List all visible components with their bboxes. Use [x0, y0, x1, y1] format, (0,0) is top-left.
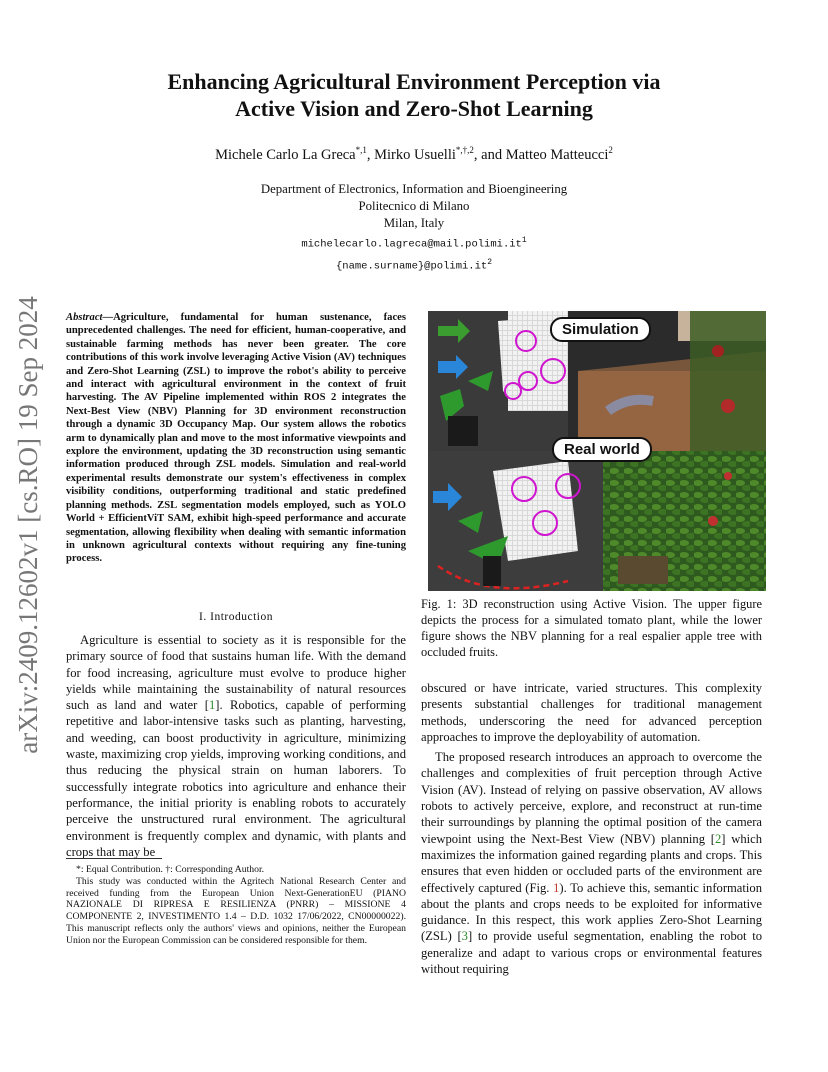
- real-world-label: Real world: [552, 437, 652, 462]
- author-list: [0, 145, 828, 164]
- abstract: [66, 311, 406, 566]
- email-line-1: [0, 232, 828, 254]
- figure-1: [428, 311, 766, 591]
- footnotes: [66, 864, 406, 947]
- intro-paragraph: [66, 632, 406, 860]
- body-text: ). To achieve this, semantic information about the plants and crops needs to be exploited for informative guidance. In this respect, this work applies Zero-Shot Learning (ZSL) [: [421, 880, 762, 944]
- author-sup: *,1: [355, 145, 367, 155]
- figure-link[interactable]: 1: [553, 880, 560, 895]
- affiliation-city: Milan, Italy: [383, 216, 445, 230]
- abstract-label: Abstract: [66, 312, 103, 323]
- intro-text: Agriculture is essential to society as it is responsible for the primary source of food that sustains human life. With the demand for food increasing, agriculture must evolve to produce higher yields while maintaining the sustainability of natural resources such as land and water [: [66, 633, 406, 713]
- citation-link[interactable]: 2: [714, 831, 722, 846]
- figure-1-caption: Fig. 1: 3D reconstruction using Active Vision. The upper figure depicts the process for a simulated tomato plant, while the lower figure shows the NBV planning for a real espalier apple tree with occluded fruits.: [421, 597, 762, 659]
- title-line-1: Enhancing Agricultural Environment Perception via: [167, 69, 661, 94]
- body-text: The proposed research introduces an approach to overcome the challenges and complexities of fruit perception through Active Vision (AV). Instead of relying on passive observation, AV allows robots to actively perceive, explore, and reconstruct at run-time their surroundings by planning the optimal position of the camera viewpoint using the Next-Best View (NBV) planning [: [421, 750, 762, 846]
- author-sup: 2: [608, 145, 613, 155]
- email-2-sup: 2: [487, 257, 493, 267]
- right-column-body: [421, 680, 762, 977]
- footnote-rule: [66, 858, 162, 859]
- footnote-funding: This study was conducted within the Agritech National Research Center and received funding from the European Union Next-GenerationEU (PIANO NAZIONALE DI RIPRESA E RESILIENZA (PNRR) – MISSIONE 4 COMPONENTE 2, INVESTIMENTO 1.4 – D.D. 1032 17/06/2022, CN00000022). This manuscript reflects only the authors' views and opinions, neither the European Union nor the European Commission can be considered responsible for them.: [66, 875, 406, 946]
- email-line-2: [0, 254, 828, 276]
- affiliation-university: Politecnico di Milano: [358, 199, 470, 213]
- body-text: ] to provide useful segmentation, enabling the robot to generalize and adapt to various crops or environmental features without requiring: [421, 929, 763, 977]
- simulation-label: Simulation: [550, 317, 651, 342]
- author-name: Matteo Matteucci: [505, 146, 609, 163]
- author-separator: ,: [366, 146, 375, 163]
- email-2[interactable]: {name.surname}@polimi.it: [335, 260, 488, 272]
- author-sup: *,†,2: [455, 145, 474, 155]
- citation-link[interactable]: 1: [208, 698, 216, 713]
- email-1-sup: 1: [521, 236, 527, 245]
- author-name: Mirko Usuelli: [374, 146, 456, 163]
- email-1[interactable]: michelecarlo.lagreca@mail.polimi.it: [301, 238, 522, 251]
- right-paragraph-2: [421, 749, 762, 977]
- abstract-text: —Agriculture, fundamental for human sustenance, faces unprecedented challenges. The need for efficient, human-cooperative, and sustainable farming methods has never been greater. The core contributions of this work involve leveraging Active Vision (AV) techniques and Zero-Shot Learning (ZSL) to improve the robot's ability to perceive and interact with agricultural environment in the context of fruit harvesting. The AV Pipeline implemented within ROS 2 integrates the Next-Best View (NBV) Planning for 3D environment reconstruction through a dynamic 3D Occupancy Map. Our system allows the robotics arm to dynamically plan and move to the most informative viewpoints and explore the environment, updating the 3D reconstruction using semantic information produced through ZSL models. Simulation and real-world experimental results demonstrate our system's effectiveness in complex visibility conditions, outperforming traditional and static predefined planning methods. ZSL segmentation models employed, such as YOLO World + EfficientViT SAM, exhibit high-speed performance and accurate segmentation, allowing flexibility when dealing with semantic information in unknown agricultural contexts without requiring any fine-tuning process.: [66, 312, 406, 565]
- affiliation-block: [0, 181, 828, 275]
- right-paragraph-1: obscured or have intricate, varied structures. This complexity presents substantial challenges for traditional management methods, underscoring the need for advanced perception approaches to improve the deployability of automation.: [421, 681, 762, 744]
- affiliation-dept: Department of Electronics, Information and Bioengineering: [260, 182, 568, 196]
- intro-text: ]. Robotics, capable of performing repetitive and labor-intensive tasks such as planting, harvesting, and weeding, can boost productivity in agriculture, minimizing waste, maximizing crop yields, improving working conditions, and thus reducing the physical strain on human laborers. To successfully integrate robotics into agriculture and enhance their performance, the initial priority is enabling robots to accurately perceive the unstructured rural environment. The agricultural environment is frequently complex and dynamic, with plants and crops that may be: [66, 698, 406, 859]
- author-name: Michele Carlo La Greca: [215, 146, 356, 163]
- footnote-contribution: *: Equal Contribution. †: Corresponding Author.: [76, 864, 265, 875]
- title-line-2: Active Vision and Zero-Shot Learning: [235, 96, 593, 121]
- citation-link[interactable]: 3: [461, 929, 468, 944]
- author-separator: , and: [473, 146, 506, 163]
- body-text: ] which maximizes the information gained regarding plants and crops. This ensures that even hidden or occluded parts of the environment are effectively captured (Fig.: [421, 831, 762, 895]
- paper-title: [0, 68, 828, 122]
- section-heading: I. Introduction: [199, 611, 273, 623]
- arxiv-stamp: arXiv:2409.12602v1 [cs.RO] 19 Sep 2024: [13, 296, 43, 754]
